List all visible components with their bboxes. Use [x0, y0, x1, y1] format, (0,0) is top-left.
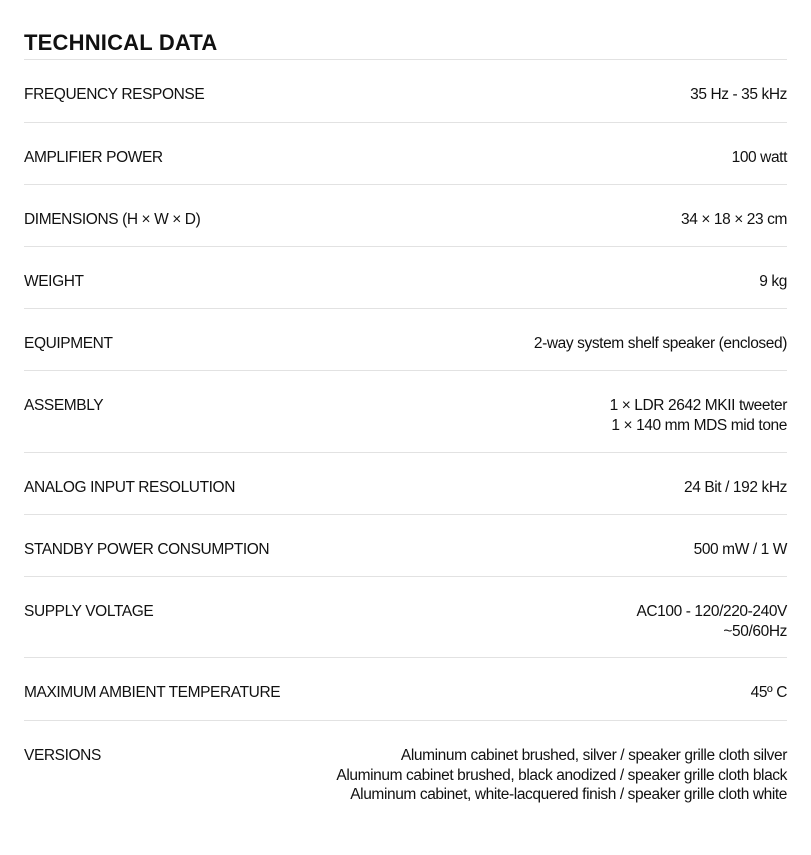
spec-value-line: AC100 - 120/220-240V [636, 603, 787, 620]
spec-value-line: Aluminum cabinet, white-lacquered finish / speaker grille cloth white [350, 786, 787, 803]
spec-label: WEIGHT [24, 273, 84, 290]
spec-label: MAXIMUM AMBIENT TEMPERATURE [24, 684, 281, 701]
spec-row-max-ambient-temperature [24, 658, 787, 721]
spec-label: STANDBY POWER CONSUMPTION [24, 541, 270, 558]
spec-row-assembly [24, 371, 787, 453]
spec-label: AMPLIFIER POWER [24, 149, 163, 166]
spec-row-amplifier-power [24, 123, 787, 185]
spec-value [610, 396, 787, 435]
spec-value-line: 1 × LDR 2642 MKII tweeter [609, 397, 787, 414]
spec-row-analog-input-resolution [24, 453, 787, 515]
spec-row-standby-power [24, 515, 787, 577]
spec-value-line: 100 watt [731, 149, 787, 166]
spec-value [681, 210, 787, 230]
spec-label: EQUIPMENT [24, 335, 113, 352]
specs-table [24, 59, 787, 821]
spec-row-supply-voltage [24, 577, 787, 658]
spec-label: VERSIONS [24, 747, 101, 764]
spec-value-line: Aluminum cabinet brushed, black anodized / speaker grille cloth black [336, 766, 787, 784]
spec-value-line: 45º C [750, 684, 787, 701]
spec-value-line: ~50/60Hz [723, 622, 787, 640]
spec-value-line: 24 Bit / 192 kHz [683, 479, 787, 496]
spec-value-line: 500 mW / 1 W [693, 541, 787, 558]
spec-value [336, 746, 787, 805]
spec-row-frequency-response [24, 60, 787, 123]
spec-value [694, 540, 787, 560]
spec-row-dimensions [24, 185, 787, 247]
spec-value [534, 334, 787, 354]
spec-value-line: Aluminum cabinet brushed, silver / speaker grille cloth silver [400, 747, 787, 764]
spec-value-line: 2-way system shelf speaker (enclosed) [533, 335, 787, 352]
spec-row-versions [24, 721, 787, 821]
spec-value-line: 9 kg [759, 273, 787, 290]
spec-value [690, 85, 787, 105]
spec-label: ANALOG INPUT RESOLUTION [24, 479, 236, 496]
spec-row-weight [24, 247, 787, 309]
spec-label: DIMENSIONS (H × W × D) [24, 211, 201, 228]
spec-value-line: 34 × 18 × 23 cm [680, 211, 787, 228]
spec-value-line: 35 Hz - 35 kHz [690, 86, 787, 103]
spec-label: SUPPLY VOLTAGE [24, 603, 154, 620]
page-title: TECHNICAL DATA [24, 30, 218, 55]
spec-value-line: 1 × 140 mm MDS mid tone [611, 416, 787, 434]
spec-label: FREQUENCY RESPONSE [24, 86, 205, 103]
spec-label: ASSEMBLY [24, 397, 104, 414]
spec-value [759, 272, 787, 292]
spec-row-equipment [24, 309, 787, 371]
spec-value [732, 148, 787, 168]
spec-value [684, 478, 787, 498]
spec-value [751, 683, 787, 703]
spec-value [636, 602, 787, 641]
